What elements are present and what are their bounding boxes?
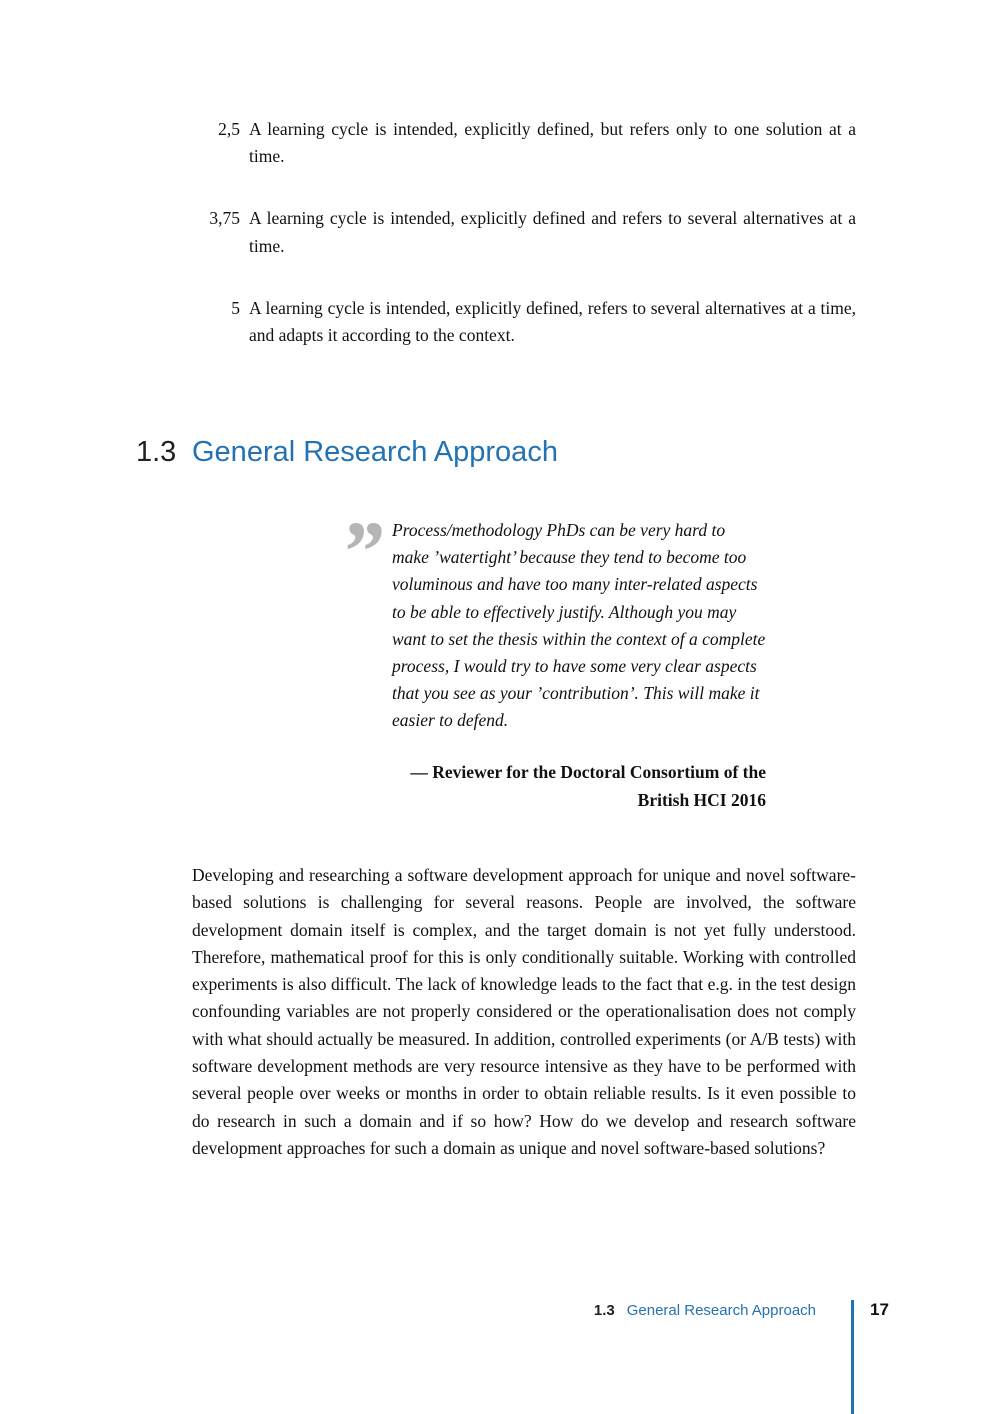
epigraph-attribution: — Reviewer for the Doctoral Consortium of the British HCI 2016 bbox=[410, 761, 766, 810]
score-definition bbox=[192, 295, 856, 349]
running-footer bbox=[594, 1300, 816, 1322]
score-value: 5 bbox=[231, 297, 240, 318]
score-definition-list bbox=[192, 116, 856, 384]
score-description: A learning cycle is intended, explicitly defined, refers to several alternatives at a time, and adapts it according to the context. bbox=[249, 297, 856, 346]
footer-section-title: General Research Approach bbox=[626, 1302, 816, 1319]
score-value: 3,75 bbox=[209, 208, 240, 229]
score-description: A learning cycle is intended, explicitly defined and refers to several alternatives at a time. bbox=[249, 208, 856, 256]
score-description: A learning cycle is intended, explicitly defined, but refers only to one solution at a time. bbox=[249, 119, 856, 167]
score-definition bbox=[192, 116, 856, 170]
body-paragraph: Developing and researching a software development approach for unique and novel software-based solutions is challenging for several reasons. People are involved, the software development domain itself is complex, and the target domain is not yet fully understood. Therefore, mathematical proof for this is only conditionally suitable. Working with controlled experiments is also difficult. The lack of knowledge leads to the fact that e.g. in the test design confounding variables are not properly considered or the operationalisation does not comply with what should actually be measured. In addition, controlled experiments (or A/B tests) with software development methods are very resource intensive as they have to be performed with several people over weeks or months in order to obtain reliable results. Is it even possible to do research in such a domain and if so how? How do we develop and research software development approaches for such a domain as unique and novel software-based solutions? bbox=[192, 865, 856, 1158]
score-value: 2,5 bbox=[218, 119, 240, 139]
section-heading bbox=[136, 434, 558, 470]
footer-section-number: 1.3 bbox=[593, 1302, 615, 1319]
page-number: 17 bbox=[870, 1300, 889, 1319]
epigraph bbox=[392, 517, 766, 814]
score-definition bbox=[192, 205, 856, 259]
footer-vertical-rule bbox=[851, 1300, 854, 1414]
section-number: 1.3 bbox=[136, 436, 177, 468]
epigraph-quote: Process/methodology PhDs can be very hard to make ’watertight’ because they tend to become too voluminous and have too many inter-related aspects to be able to effectively justify. Although you may want to set the thesis within the context of a complete process, I would try to have some very clear aspects that you see as your ’contribution’. This will make it easier to defend. bbox=[392, 520, 766, 731]
quote-mark-icon: ” bbox=[340, 503, 383, 599]
section-title: General Research Approach bbox=[192, 436, 558, 468]
